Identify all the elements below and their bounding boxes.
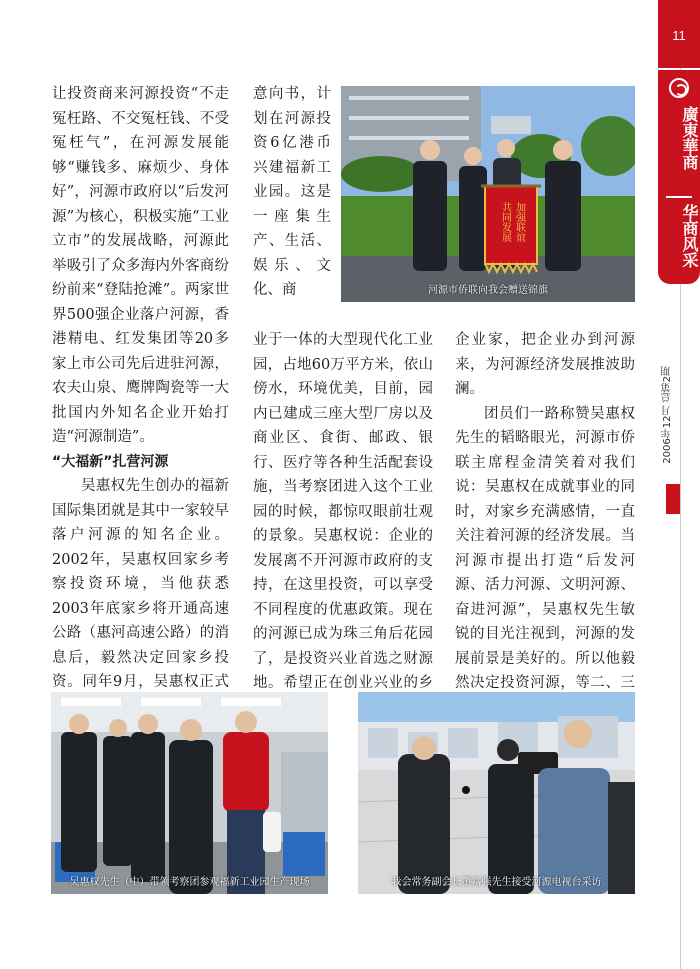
photo-banner-image — [341, 86, 635, 302]
article-paragraph: 让投资商来河源投资“不走冤枉路、不交冤枉钱、不受冤枉气”，在河源发展能够“赚钱多、麻烦少、身体好”，河源市政府以“后发河源”为核心，积极实施“工业立市”的发展战略，河源此举吸引了众多海内外客商纷纷前来“登陆抢滩”。两家世界500强企业落户河源，香港精电、红发集团等20多家上市公司先后进驻河源，农夫山泉、鹰牌陶瓷等一大批国内外知名企业开始打造“河源制造”。 — [52, 86, 229, 445]
article-paragraph: 业于一体的大型现代化工业园，占地60万平方米，依山傍水，环境优美，目前，园内已建成三座大型厂房以及商业区、食街、邮政、银行、医疗等各种生活配套设施，当考察团进入这个工业园的时候，都惊叹眼前壮观的景象。吴惠权说：企业的发展离不开河源市政府的支持，在这里投资，可以享受不同程度的优惠政策。现在的河源已成为珠三角后花园了，是投资兴业首选之财源地。希望正在创业兴业的乡 — [253, 332, 433, 691]
banner-text-right: 共同发展 — [499, 202, 511, 242]
article-paragraph: 企业家，把企业办到河源来，为河源经济发展推波助澜。 — [455, 332, 635, 397]
photo-caption: 河源市侨联向我会赠送锦旗 — [428, 285, 548, 296]
brand-divider — [666, 196, 692, 198]
photo-interview-image — [358, 692, 635, 894]
article-column-1 — [52, 82, 229, 719]
sidebar-red-mark — [666, 484, 680, 514]
banner-text-left: 加强联谊 — [513, 202, 525, 242]
magazine-name: 廣東華商 — [680, 106, 699, 170]
article-column-3 — [455, 328, 635, 745]
photo-caption: 我会常务副会长董富强先生接受河源电视台采访 — [391, 877, 602, 888]
page-number: 11 — [658, 0, 700, 68]
magazine-logo-icon — [669, 78, 689, 98]
article-paragraph: 团员们一路称赞吴惠权先生的韬略眼光，河源市侨联主席程金清笑着对我们说：吴惠权在成就事业的同时，对家乡充满感情，一直关注着河源的经济发展。当河源市提出打造“后发河源、活力河源、文明河源、奋进河源”，吴惠权先生敏锐的目光注视到，河源的发展前景是美好的。所以他毅然决定投资河源，等二、三 — [455, 405, 635, 691]
article-column-2-top — [253, 82, 331, 303]
article-column-2-bottom — [253, 328, 433, 720]
article-paragraph: 意向书，计划在河源投资6亿港币兴建福新工业园。这是一座集生产、生活、娱乐、文化、商 — [253, 86, 331, 298]
issue-info: 2006年12月 总第2期 — [662, 366, 673, 464]
photo-caption: 吴惠权先生（中）带领考察团参观福新工业园生产现场 — [69, 877, 310, 888]
magazine-brand-tab — [658, 70, 700, 284]
photo-factory-tour — [51, 692, 328, 894]
article-paragraph: 吴惠权先生创办的福新国际集团就是其中一家较早落户河源的知名企业。2002年，吴惠权回家乡考察投资环境，当他获悉2003年底家乡将开通高速公路（惠河高速公路）的消息后，毅然决定回家乡投资。同年9月，吴惠权正式 — [52, 478, 229, 690]
photo-tv-interview — [358, 692, 635, 894]
section-name: 华商风采 — [680, 204, 699, 268]
article-subheading: “大福新”扎营河源 — [52, 453, 169, 470]
photo-banner-presentation — [341, 86, 635, 302]
photo-factory-image — [51, 692, 328, 894]
